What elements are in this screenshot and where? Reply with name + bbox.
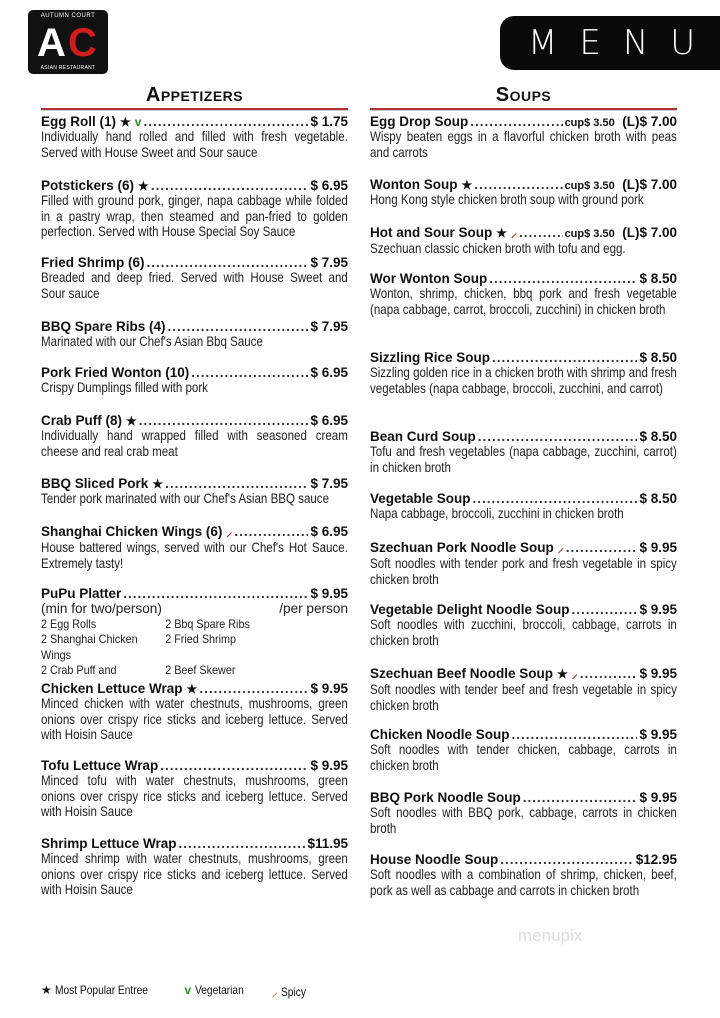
cup-price: cup$ 3.50 xyxy=(564,228,615,240)
item-name: Egg Drop Soup xyxy=(370,114,469,129)
dot-leader xyxy=(199,681,308,696)
menu-item xyxy=(41,836,348,898)
item-price: $ 7.95 xyxy=(310,319,348,334)
item-header xyxy=(370,350,677,365)
item-header xyxy=(370,602,677,617)
legend-vegetarian: v Vegetarian xyxy=(184,983,244,997)
item-description: Soft noodles with a combination of shrimp, chicken, beef, pork as well as cabbage and carrots in chicken broth xyxy=(370,867,677,898)
legend-spicy: ⸝ Spicy xyxy=(271,985,307,999)
item-price: $ 9.95 xyxy=(639,540,677,555)
legend xyxy=(41,983,311,1000)
item-description: Minced tofu with water chestnuts, mushrooms, green onions over crispy rice sticks and iceberg lettuce. Served with Hoisin Sauce xyxy=(41,773,348,820)
item-description: House battered wings, served with our Chef's Hot Sauce. Extremely tasty! xyxy=(41,540,348,571)
menu-item xyxy=(370,224,677,257)
item-description: Hong Kong style chicken broth soup with ground pork xyxy=(370,192,644,207)
soups-divider xyxy=(370,108,677,111)
item-name: Vegetable Delight Noodle Soup xyxy=(370,602,570,617)
spacer xyxy=(615,114,623,129)
item-price: $ 9.95 xyxy=(639,790,677,805)
item-price: $ 9.95 xyxy=(639,666,677,681)
logo-letter-c: C xyxy=(68,21,97,65)
chili-pepper-icon: ⸝ xyxy=(557,541,564,555)
item-name: BBQ Sliced Pork xyxy=(41,476,149,491)
item-description: Soft noodles with zucchini, broccoli, cabbage, carrots in chicken broth xyxy=(370,617,677,648)
item-name: Wonton Soup xyxy=(370,177,458,192)
dot-leader xyxy=(523,790,638,805)
item-price: $ 8.50 xyxy=(639,350,677,365)
item-price: $ 6.95 xyxy=(310,365,348,380)
platter-contents xyxy=(41,617,317,679)
menu-item xyxy=(41,523,348,571)
item-name: Szechuan Pork Noodle Soup xyxy=(370,540,554,555)
legend-popular: ★ Most Popular Entree xyxy=(41,983,149,997)
per-person-note: /per person xyxy=(279,601,348,616)
item-name: Crab Puff (8) xyxy=(41,413,122,428)
platter-content-item: 2 Crab Puff and xyxy=(41,663,117,678)
star-icon: ★ xyxy=(152,477,164,491)
star-icon: ★ xyxy=(461,178,473,192)
item-description: Wonton, shrimp, chicken, bbq pork and fresh vegetable (napa cabbage, carrot, broccoli, zucchini) in chicken broth xyxy=(370,286,677,317)
dot-leader xyxy=(572,602,638,617)
item-name: Fried Shrimp (6) xyxy=(41,255,145,270)
item-header xyxy=(41,586,348,601)
menu-item xyxy=(370,177,677,208)
dot-leader xyxy=(179,836,306,851)
dot-leader xyxy=(500,852,633,867)
item-price: (L)$ 7.00 xyxy=(622,225,677,240)
item-description: Soft noodles with tender chicken, cabbage, carrots in chicken broth xyxy=(370,742,677,773)
restaurant-logo xyxy=(28,10,108,74)
menu-item xyxy=(370,114,677,160)
cup-price: cup$ 3.50 xyxy=(564,180,615,192)
item-header xyxy=(370,727,677,742)
item-price: $11.95 xyxy=(307,836,348,851)
item-description: Napa cabbage, broccoli, zucchini in chicken broth xyxy=(370,506,624,521)
appetizers-title: Appetizers xyxy=(145,84,244,106)
appetizers-divider xyxy=(41,108,348,111)
item-price: $ 9.95 xyxy=(310,681,348,696)
item-price: $ 9.95 xyxy=(639,727,677,742)
star-icon: ★ xyxy=(126,414,137,428)
platter-details xyxy=(41,601,348,679)
item-description: Wispy beaten eggs in a flavorful chicken broth with peas and carrots xyxy=(370,129,677,160)
item-description: Szechuan classic chicken broth with tofu and egg. xyxy=(370,241,626,256)
item-description: Sizzling golden rice in a chicken broth with shrimp and fresh vegetables (napa cabbage, broccoli, zucchini, and carrot) xyxy=(370,365,677,396)
menu-item xyxy=(370,539,677,587)
item-header xyxy=(41,178,348,193)
item-name: Chicken Lettuce Wrap xyxy=(41,681,183,696)
item-name: Szechuan Beef Noodle Soup xyxy=(370,666,554,681)
vegetarian-icon: v xyxy=(134,115,142,129)
star-icon: ★ xyxy=(496,226,508,240)
item-header xyxy=(370,429,677,444)
logo-bottom-text: ASIAN RESTAURANT xyxy=(40,65,96,71)
item-description: Filled with ground pork, ginger, napa cabbage while folded in a pastry wrap, then steamed and pan-fried to golden perfection. Served with House Special Soy Sauce xyxy=(41,193,348,240)
item-header xyxy=(41,758,348,773)
item-name: Wor Wonton Soup xyxy=(370,271,488,286)
item-price: $ 6.95 xyxy=(310,178,348,193)
dot-leader xyxy=(160,758,308,773)
platter-content-item: 2 Shanghai Chicken Wings xyxy=(41,632,138,662)
dot-leader xyxy=(139,413,309,428)
item-price: $ 6.95 xyxy=(310,524,348,539)
item-name: Vegetable Soup xyxy=(370,491,471,506)
item-header xyxy=(370,271,677,286)
dot-leader xyxy=(168,319,309,334)
item-header xyxy=(41,681,348,696)
dot-leader xyxy=(474,177,562,192)
menu-banner: MENU xyxy=(500,16,720,70)
menu-item xyxy=(370,665,677,713)
logo-letter-a: A xyxy=(37,21,66,65)
item-price: $12.95 xyxy=(635,852,677,867)
dot-leader xyxy=(151,178,309,193)
menu-item xyxy=(41,758,348,820)
item-description: Tofu and fresh vegetables (napa cabbage, zucchini, carrot) in chicken broth xyxy=(370,444,677,475)
logo-top-text: AUTUMN COURT xyxy=(40,13,96,19)
dot-leader xyxy=(566,540,638,555)
item-header xyxy=(370,491,677,506)
item-header xyxy=(370,665,677,682)
item-header xyxy=(370,539,677,556)
menu-item xyxy=(370,350,677,396)
item-price: $ 8.50 xyxy=(639,271,677,286)
star-icon: ★ xyxy=(138,179,149,193)
item-name: House Noodle Soup xyxy=(370,852,499,867)
vegetarian-icon: v xyxy=(184,983,192,997)
item-description: Tender pork marinated with our Chef's Asian BBQ sauce xyxy=(41,491,330,506)
item-price: $ 7.95 xyxy=(310,476,348,491)
item-price: $ 9.95 xyxy=(639,602,677,617)
item-price: $ 6.95 xyxy=(310,413,348,428)
star-icon: ★ xyxy=(186,682,198,696)
item-header xyxy=(41,114,348,129)
dot-leader xyxy=(143,114,308,129)
item-price: $ 8.50 xyxy=(639,429,677,444)
menu-item xyxy=(370,271,677,317)
menu-item xyxy=(41,413,348,459)
item-header xyxy=(41,319,348,334)
dot-leader xyxy=(489,271,637,286)
item-header xyxy=(370,177,677,192)
item-header xyxy=(370,852,677,867)
dot-leader xyxy=(512,727,638,742)
platter-note-row xyxy=(41,601,348,617)
item-name: BBQ Spare Ribs (4) xyxy=(41,319,166,334)
menu-item xyxy=(41,586,348,679)
menu-item xyxy=(41,476,348,507)
watermark: menupix xyxy=(518,926,583,945)
menu-item xyxy=(370,429,677,475)
item-name: Potstickers (6) xyxy=(41,178,135,193)
item-description: Minced chicken with water chestnuts, mushrooms, green onions over crispy rice sticks and iceberg lettuce. Served with Hoisin Sauce xyxy=(41,696,348,743)
spacer xyxy=(615,177,623,192)
menu-item xyxy=(370,602,677,648)
item-description: Soft noodles with tender beef and fresh vegetable in spicy chicken broth xyxy=(370,682,677,713)
menu-item xyxy=(370,852,677,898)
item-header xyxy=(41,523,348,540)
spacer xyxy=(615,225,623,240)
item-price: $ 9.95 xyxy=(310,586,348,601)
item-price: $ 1.75 xyxy=(310,114,348,129)
platter-content-item: 2 Beef Skewer xyxy=(165,663,236,678)
menu-item xyxy=(370,727,677,773)
dot-leader xyxy=(165,476,308,491)
item-name: Bean Curd Soup xyxy=(370,429,476,444)
dot-leader xyxy=(473,491,638,506)
item-description: Minced shrimp with water chestnuts, mushrooms, green onions over crispy rice sticks and iceberg lettuce. Served with Hoisin Sauce xyxy=(41,851,348,898)
item-description: Individually hand wrapped filled with seasoned cream cheese and real crab meat xyxy=(41,428,348,459)
item-header xyxy=(370,224,677,241)
item-header xyxy=(370,790,677,805)
item-name: Shrimp Lettuce Wrap xyxy=(41,836,177,851)
menu-item xyxy=(370,491,677,522)
dot-leader xyxy=(492,350,637,365)
item-name: Hot and Sour Soup xyxy=(370,225,493,240)
item-description: Individually hand rolled and filled with fresh vegetable. Served with House Sweet and Sour sauce xyxy=(41,129,348,160)
star-icon: ★ xyxy=(41,983,52,997)
dot-leader xyxy=(519,225,563,240)
item-name: Chicken Noodle Soup xyxy=(370,727,510,742)
cup-price: cup$ 3.50 xyxy=(564,117,615,129)
item-name: Egg Roll (1) xyxy=(41,114,116,129)
item-name: Pork Fried Wonton (10) xyxy=(41,365,190,380)
chili-pepper-icon: ⸝ xyxy=(511,226,518,240)
item-price: (L)$ 7.00 xyxy=(622,114,677,129)
star-icon: ★ xyxy=(120,115,131,129)
item-header xyxy=(370,114,677,129)
item-description: Crispy Dumplings filled with pork xyxy=(41,380,208,395)
chili-pepper-icon: ⸝ xyxy=(571,667,578,681)
dot-leader xyxy=(234,524,308,539)
item-description: Soft noodles with BBQ pork, cabbage, carrots in chicken broth xyxy=(370,805,677,836)
menu-item xyxy=(41,255,348,301)
platter-content-item: 2 Bbq Spare Ribs xyxy=(165,616,250,631)
item-price: (L)$ 7.00 xyxy=(622,177,677,192)
soups-title: Soups xyxy=(495,84,552,106)
item-name: PuPu Platter xyxy=(41,586,122,601)
platter-content-item: 2 Fried Shrimp xyxy=(165,632,237,647)
item-header xyxy=(41,836,348,851)
item-price: $ 9.95 xyxy=(310,758,348,773)
item-price: $ 7.95 xyxy=(310,255,348,270)
star-icon: ★ xyxy=(557,667,568,681)
item-description: Breaded and deep fried. Served with House Sweet and Sour sauce xyxy=(41,270,348,301)
menu-item xyxy=(41,319,348,350)
dot-leader xyxy=(191,365,308,380)
item-header xyxy=(41,476,348,491)
platter-content-item: 2 Egg Rolls xyxy=(41,616,97,631)
item-header xyxy=(41,413,348,428)
item-price: $ 8.50 xyxy=(639,491,677,506)
dot-leader xyxy=(123,586,308,601)
item-name: Tofu Lettuce Wrap xyxy=(41,758,159,773)
menu-item xyxy=(41,114,348,160)
dot-leader xyxy=(470,114,562,129)
menu-item xyxy=(41,365,348,396)
menu-item xyxy=(41,178,348,240)
item-description: Soft noodles with tender pork and fresh vegetable in spicy chicken broth xyxy=(370,556,677,587)
item-header xyxy=(41,365,348,380)
dot-leader xyxy=(147,255,309,270)
menu-item xyxy=(41,681,348,743)
item-header xyxy=(41,255,348,270)
dot-leader xyxy=(478,429,638,444)
chili-pepper-icon: ⸝ xyxy=(271,985,278,999)
menu-item xyxy=(370,790,677,836)
dot-leader xyxy=(580,666,638,681)
item-name: Sizzling Rice Soup xyxy=(370,350,491,365)
item-description: Marinated with our Chef's Asian Bbq Sauce xyxy=(41,334,263,349)
platter-note: (min for two/person) xyxy=(41,601,162,616)
chili-pepper-icon: ⸝ xyxy=(226,525,233,539)
item-name: Shanghai Chicken Wings (6) xyxy=(41,524,223,539)
item-name: BBQ Pork Noodle Soup xyxy=(370,790,521,805)
